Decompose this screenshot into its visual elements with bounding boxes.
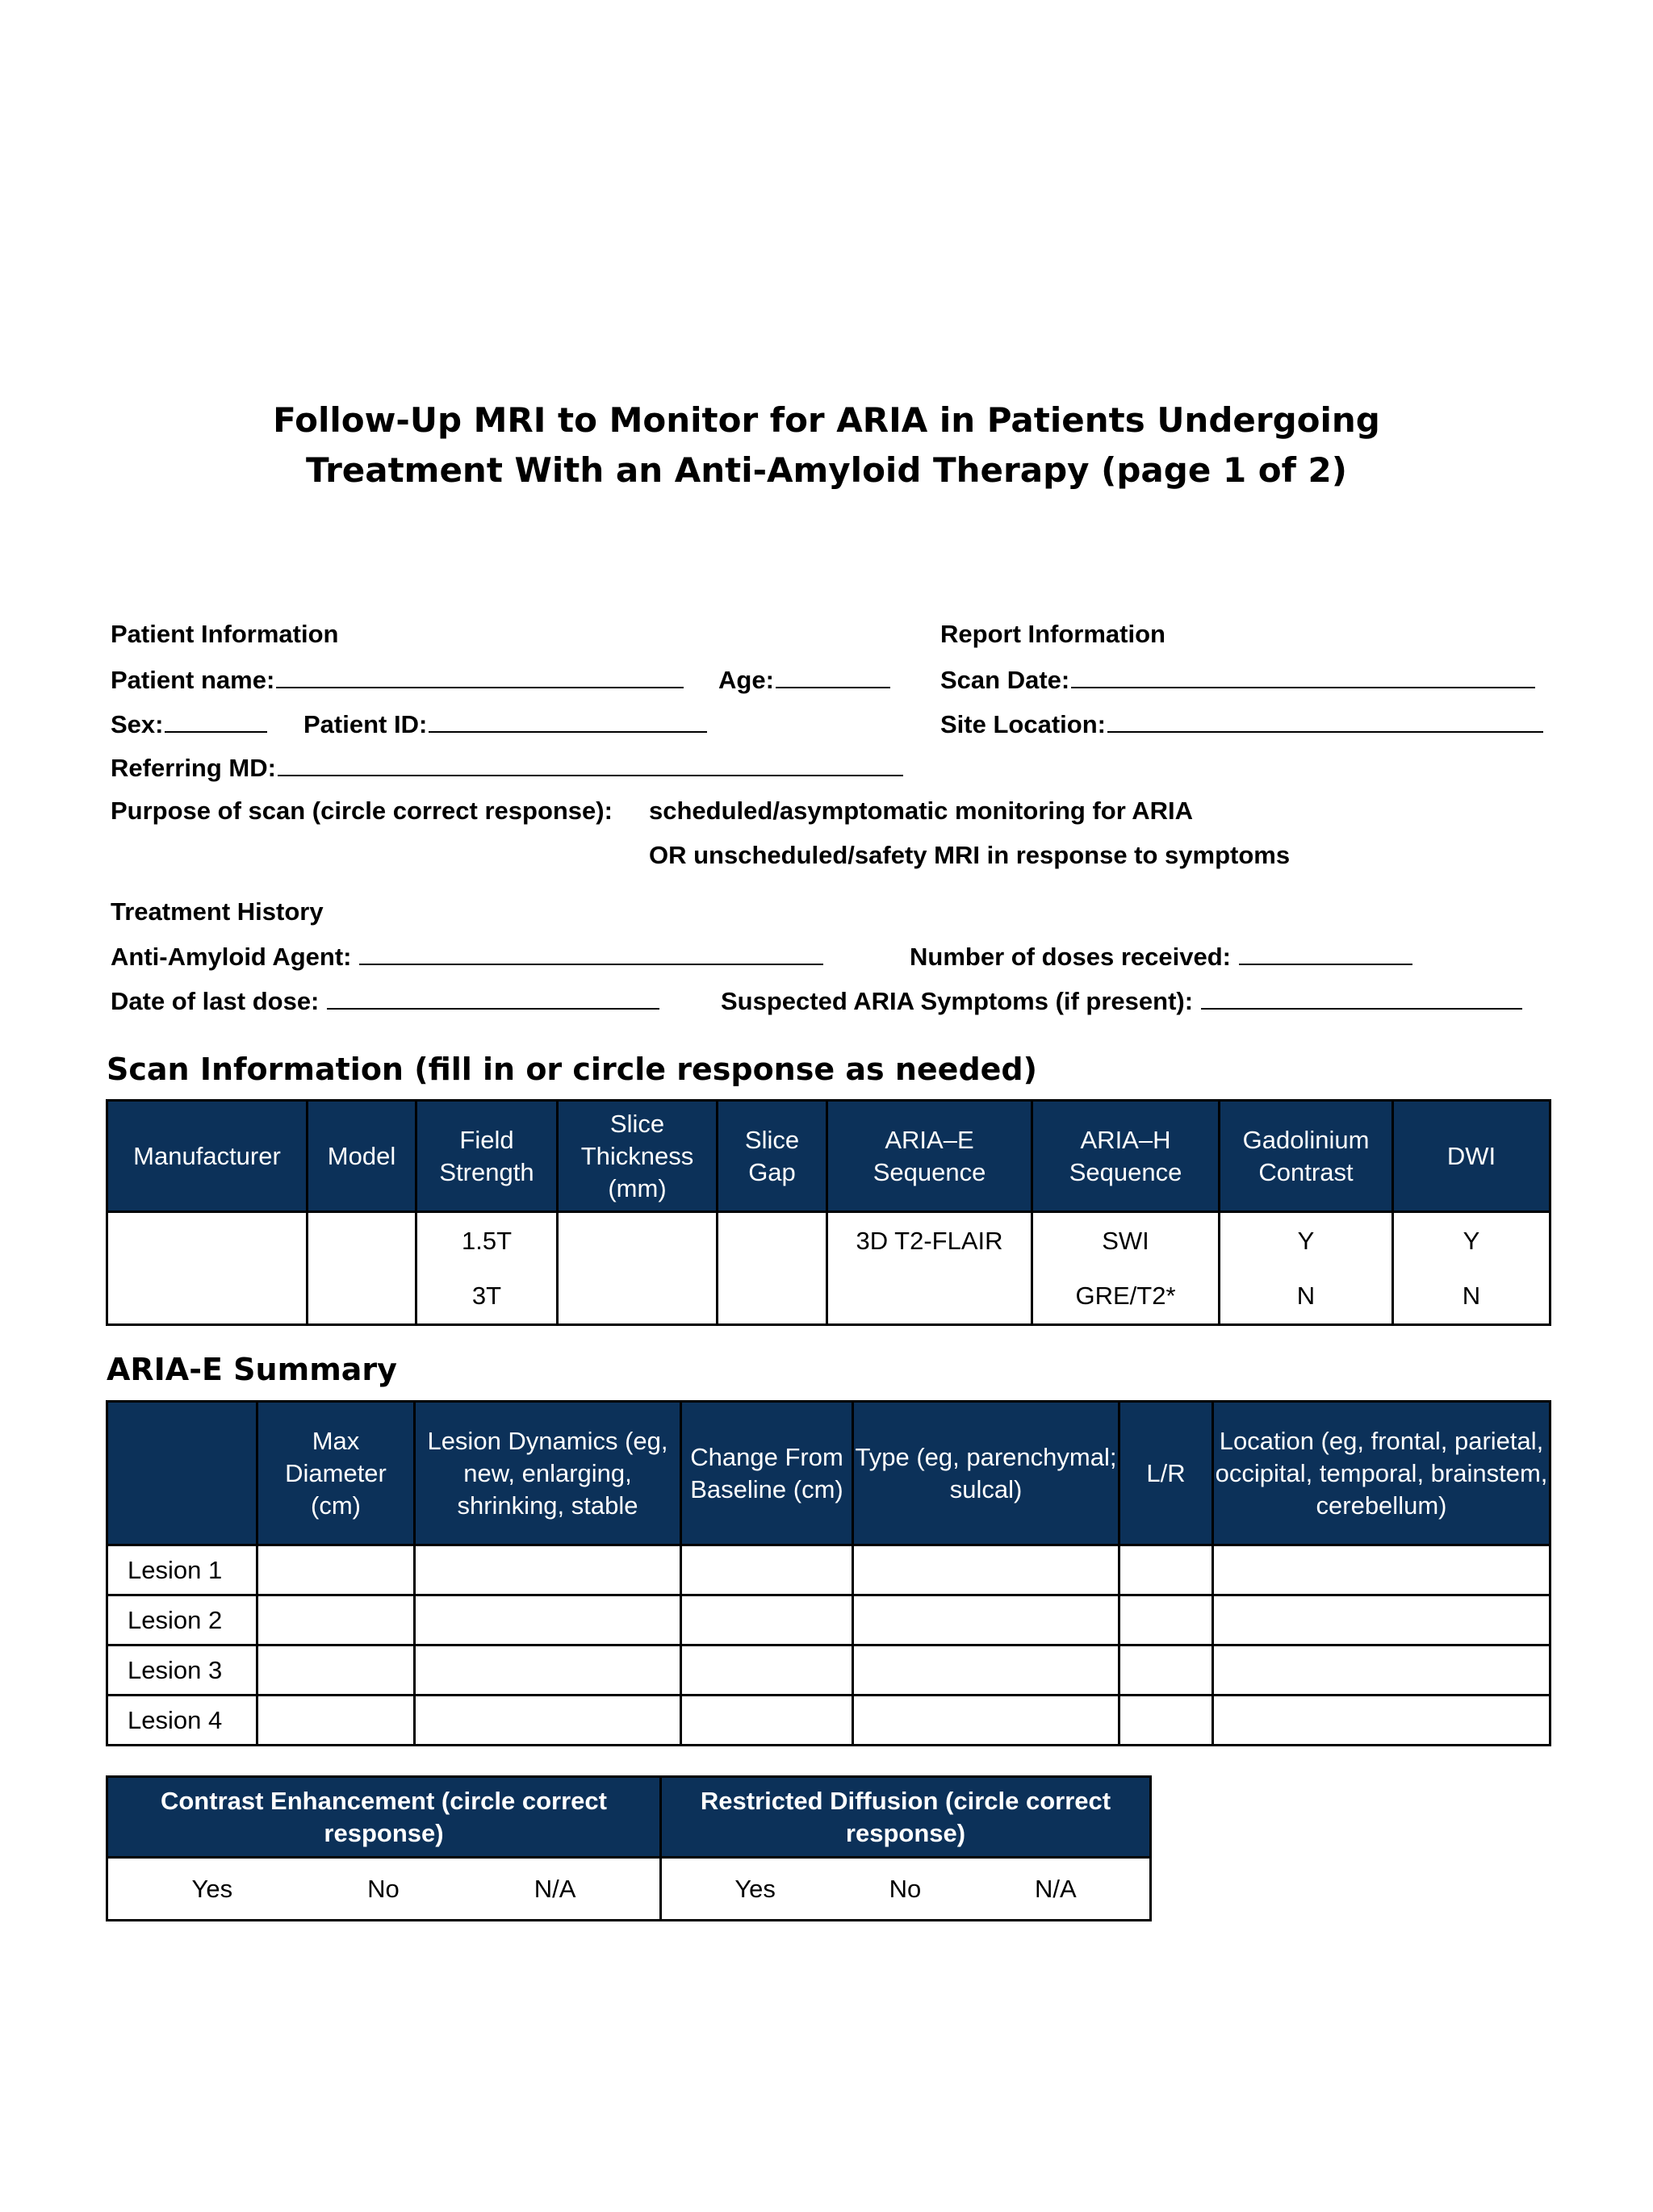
scan-date-line[interactable] <box>1071 663 1535 688</box>
patient-id-field[interactable] <box>303 707 707 741</box>
referring-md-line[interactable] <box>278 751 903 776</box>
sex-line[interactable] <box>165 707 267 733</box>
lesion-3-type[interactable] <box>853 1645 1119 1696</box>
aria-h-sequence-cell <box>1032 1212 1220 1325</box>
last-dose-line[interactable] <box>327 984 659 1010</box>
patient-name-label: Patient name: <box>111 666 275 694</box>
agent-line[interactable] <box>359 939 823 965</box>
referring-md-label: Referring MD: <box>111 754 276 782</box>
lesion-2-lr[interactable] <box>1119 1595 1213 1645</box>
lesion-2-label: Lesion 2 <box>107 1595 257 1645</box>
restricted-diffusion-options <box>661 1858 1151 1921</box>
manufacturer-cell[interactable] <box>107 1212 308 1325</box>
option-gre-t2[interactable]: GRE/T2* <box>1075 1281 1176 1310</box>
scan-info-table <box>106 1099 1551 1326</box>
doses-line[interactable] <box>1239 939 1412 965</box>
last-dose-label: Date of last dose: <box>111 987 320 1015</box>
slice-thickness-cell[interactable] <box>558 1212 718 1325</box>
lesion-4-location[interactable] <box>1213 1696 1550 1746</box>
lesion-3-max-diameter[interactable] <box>257 1645 415 1696</box>
site-location-field[interactable] <box>940 707 1543 741</box>
patient-name-field[interactable] <box>111 663 684 696</box>
lesion-1-type[interactable] <box>853 1545 1119 1595</box>
lesion-3-dynamics[interactable] <box>415 1645 681 1696</box>
header-model: Model <box>308 1101 416 1212</box>
patient-info-heading: Patient Information <box>111 620 339 648</box>
model-cell[interactable] <box>308 1212 416 1325</box>
dwi-yes[interactable]: Y <box>1463 1226 1480 1255</box>
lesion-4-max-diameter[interactable] <box>257 1696 415 1746</box>
lesion-2-dynamics[interactable] <box>415 1595 681 1645</box>
page-title <box>0 395 1653 496</box>
age-field[interactable] <box>718 663 890 696</box>
gadolinium-yes[interactable]: Y <box>1297 1226 1315 1255</box>
aria-e-table <box>106 1400 1551 1746</box>
contrast-option-na[interactable]: N/A <box>534 1874 576 1903</box>
lesion-3-location[interactable] <box>1213 1645 1550 1696</box>
option-3t[interactable]: 3T <box>471 1281 502 1310</box>
header-blank <box>107 1402 257 1545</box>
lesion-2-type[interactable] <box>853 1595 1119 1645</box>
header-contrast-enhancement: Contrast Enhancement (circle correct response) <box>107 1777 661 1858</box>
patient-id-label: Patient ID: <box>303 710 428 738</box>
agent-label: Anti-Amyloid Agent: <box>111 943 352 971</box>
symptoms-field[interactable] <box>721 984 1522 1018</box>
dwi-no[interactable]: N <box>1462 1281 1481 1310</box>
lesion-1-dynamics[interactable] <box>415 1545 681 1595</box>
slice-gap-cell[interactable] <box>718 1212 827 1325</box>
header-restricted-diffusion: Restricted Diffusion (circle correct response) <box>661 1777 1151 1858</box>
doses-field[interactable] <box>910 939 1412 973</box>
site-location-line[interactable] <box>1107 707 1543 733</box>
scan-date-label: Scan Date: <box>940 666 1070 694</box>
scan-date-field[interactable] <box>940 663 1535 696</box>
lesion-4-type[interactable] <box>853 1696 1119 1746</box>
purpose-label: Purpose of scan (circle correct response): <box>111 797 613 825</box>
header-lesion-dynamics: Lesion Dynamics (eg, new, enlarging, shrinking, stable <box>415 1402 681 1545</box>
title-line-2: Treatment With an Anti-Amyloid Therapy (page 1 of 2) <box>306 450 1347 490</box>
table-row <box>107 1595 1550 1645</box>
lesion-2-change[interactable] <box>681 1595 853 1645</box>
header-aria-h-sequence: ARIA–H Sequence <box>1032 1101 1220 1212</box>
patient-id-line[interactable] <box>429 707 707 733</box>
gadolinium-cell <box>1220 1212 1393 1325</box>
header-lr: L/R <box>1119 1402 1213 1545</box>
field-strength-cell <box>416 1212 558 1325</box>
lesion-4-change[interactable] <box>681 1696 853 1746</box>
lesion-4-dynamics[interactable] <box>415 1696 681 1746</box>
lesion-4-lr[interactable] <box>1119 1696 1213 1746</box>
option-3d-t2-flair[interactable]: 3D T2-FLAIR <box>856 1226 1003 1255</box>
diffusion-option-yes[interactable]: Yes <box>734 1874 776 1903</box>
header-dwi: DWI <box>1393 1101 1550 1212</box>
lesion-3-lr[interactable] <box>1119 1645 1213 1696</box>
header-aria-e-sequence: ARIA–E Sequence <box>827 1101 1032 1212</box>
symptoms-line[interactable] <box>1201 984 1522 1010</box>
lesion-3-change[interactable] <box>681 1645 853 1696</box>
lesion-1-change[interactable] <box>681 1545 853 1595</box>
title-line-1: Follow-Up MRI to Monitor for ARIA in Patients Undergoing <box>273 400 1380 440</box>
diffusion-option-na[interactable]: N/A <box>1034 1874 1077 1903</box>
option-swi[interactable]: SWI <box>1102 1226 1149 1255</box>
diffusion-option-no[interactable]: No <box>889 1874 922 1903</box>
header-change-from-baseline: Change From Baseline (cm) <box>681 1402 853 1545</box>
lesion-2-max-diameter[interactable] <box>257 1595 415 1645</box>
sex-label: Sex: <box>111 710 164 738</box>
scan-info-heading: Scan Information (fill in or circle response as needed) <box>107 1052 1037 1087</box>
sex-field[interactable] <box>111 707 267 741</box>
aria-e-heading: ARIA-E Summary <box>107 1352 397 1387</box>
doses-label: Number of doses received: <box>910 943 1231 971</box>
last-dose-field[interactable] <box>111 984 659 1018</box>
enhancement-diffusion-table <box>106 1775 1152 1921</box>
dwi-cell <box>1393 1212 1550 1325</box>
treatment-history-heading: Treatment History <box>111 897 324 926</box>
purpose-option-scheduled[interactable]: scheduled/asymptomatic monitoring for ARIA <box>649 797 1194 825</box>
aria-e-sequence-cell <box>827 1212 1032 1325</box>
table-row <box>107 1545 1550 1595</box>
lesion-4-label: Lesion 4 <box>107 1696 257 1746</box>
lesion-2-location[interactable] <box>1213 1595 1550 1645</box>
header-location: Location (eg, frontal, parietal, occipital, temporal, brainstem, cerebellum) <box>1213 1402 1550 1545</box>
table-row <box>107 1696 1550 1746</box>
header-type: Type (eg, parenchymal; sulcal) <box>853 1402 1119 1545</box>
lesion-3-label: Lesion 3 <box>107 1645 257 1696</box>
age-line[interactable] <box>776 663 890 688</box>
header-manufacturer: Manufacturer <box>107 1101 308 1212</box>
header-gadolinium-contrast: Gadolinium Contrast <box>1220 1101 1393 1212</box>
contrast-option-no[interactable]: No <box>367 1874 400 1903</box>
lesion-1-max-diameter[interactable] <box>257 1545 415 1595</box>
option-1-5t[interactable]: 1.5T <box>461 1226 513 1255</box>
header-max-diameter: Max Diameter (cm) <box>257 1402 415 1545</box>
header-field-strength: Field Strength <box>416 1101 558 1212</box>
age-label: Age: <box>718 666 774 694</box>
agent-field[interactable] <box>111 939 823 973</box>
header-slice-thickness: Slice Thickness (mm) <box>558 1101 718 1212</box>
header-slice-gap: Slice Gap <box>718 1101 827 1212</box>
gadolinium-no[interactable]: N <box>1296 1281 1316 1310</box>
lesion-1-lr[interactable] <box>1119 1545 1213 1595</box>
symptoms-label: Suspected ARIA Symptoms (if present): <box>721 987 1194 1015</box>
contrast-enhancement-options <box>107 1858 661 1921</box>
patient-name-line[interactable] <box>276 663 684 688</box>
contrast-option-yes[interactable]: Yes <box>191 1874 233 1903</box>
lesion-1-location[interactable] <box>1213 1545 1550 1595</box>
lesion-1-label: Lesion 1 <box>107 1545 257 1595</box>
report-info-heading: Report Information <box>940 620 1165 648</box>
table-row <box>107 1645 1550 1696</box>
purpose-option-unscheduled[interactable]: OR unscheduled/safety MRI in response to symptoms <box>649 841 1291 869</box>
site-location-label: Site Location: <box>940 710 1106 738</box>
referring-md-field[interactable] <box>111 751 903 784</box>
